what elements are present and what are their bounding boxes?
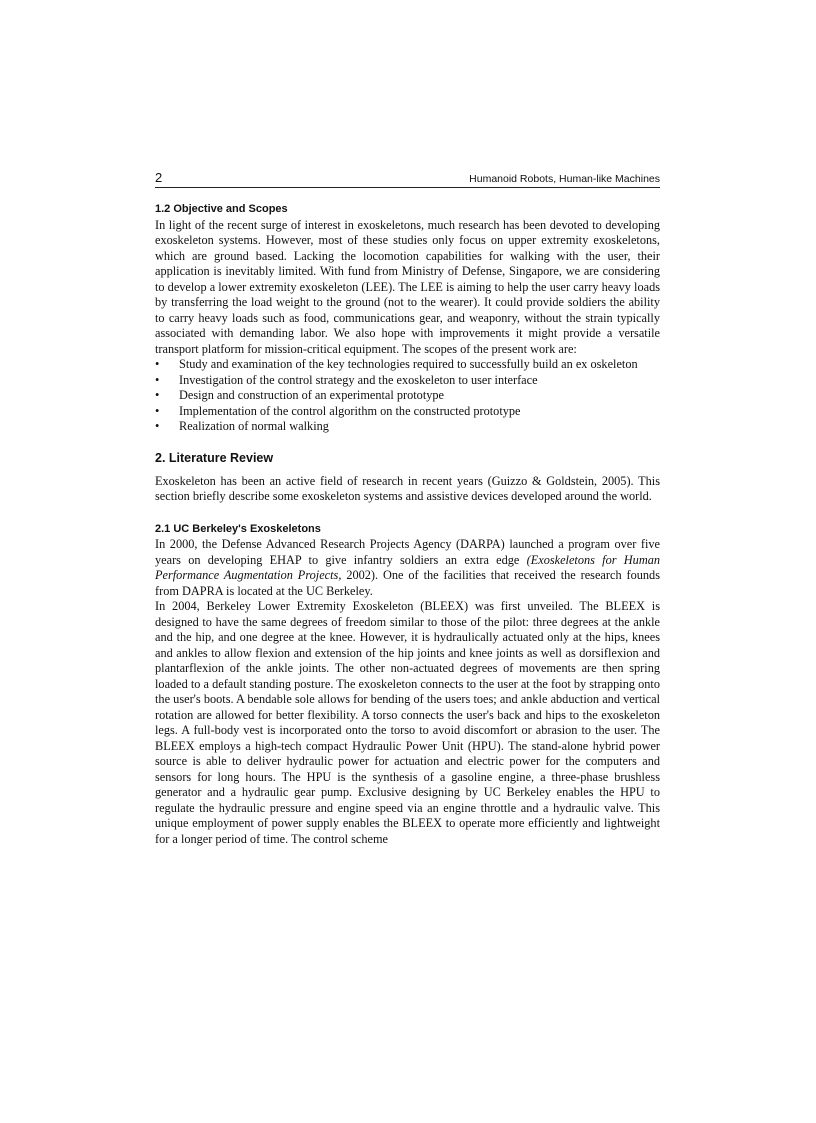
- running-title: Humanoid Robots, Human-like Machines: [469, 173, 660, 185]
- page-number: 2: [155, 170, 163, 185]
- project-title-italic: (Exoskeletons for Human Performance Augmentation Projects,: [155, 552, 660, 582]
- section-heading-literature-review: 2. Literature Review: [155, 450, 274, 465]
- bleex-paragraph: In 2004, Berkeley Lower Extremity Exoskeleton (BLEEX) was first unveiled. The BLEEX is designed to have the same degrees of freedom similar to those of the pilot: three degrees at the ankle and the hip, and one degree at the knee. However, it is hydraulically actuated only at the hips, knees and ankles to allow flexion and extension of the hip joints and knee joints as well as dorsiflexion and plantarflexion of the ankle joints. The other non-actuated degrees of movements are then spring loaded to a default standing posture. The exoskeleton connects to the user at the foot by strapping onto the user's boots. A bendable sole allows for bending of the users toes; and ankle abduction and vertical rotation are allowed for better flexibility. A torso connects the user's back and hips to the exoskeleton legs. A full-body vest is incorporated onto the torso to avoid discomfort or abrasion to the user. The BLEEX employs a high-tech compact Hydraulic Power Unit (HPU). The stand-alone hybrid power source is able to deliver hydraulic power for actuation and electric power for the computers and sensors for long hours. The HPU is the synthesis of a gasoline engine, a three-phase brushless generator and a hydraulic gear pump. Exclusive designing by UC Berkeley enables the HPU to regulate the hydraulic pressure and engine speed via an engine throttle and a hydraulic valve. This unique employment of power supply enables the BLEEX to operate more efficiently and lightweight for a longer period of time. The control scheme: [155, 599, 660, 846]
- bullet-icon: •: [155, 357, 160, 371]
- objective-paragraph: In light of the recent surge of interest in exoskeletons, much research has been devoted to developing exoskeleton systems. However, most of these studies only focus on upper extremity exoskeletons, which are ground based. Lacking the locomotion capabilities for walking with the user, their application is inevitably limited. With fund from Ministry of Defense, Singapore, we are considering to develop a lower extremity exoskeleton (LEE). The LEE is aiming to help the user carry heavy loads by transferring the load weight to the ground (not to the wearer). It could provide soldiers the ability to carry heavy loads such as food, communications gear, and weaponry, without the strain typically associated with demanding labor. We also hope with improvements it might provide a versatile transport platform for mission-critical equipment. The scopes of the present work are:: [155, 217, 660, 356]
- list-item: • Investigation of the control strategy and the exoskeleton to user interface: [155, 372, 538, 387]
- darpa-paragraph: In 2000, the Defense Advanced Research Projects Agency (DARPA) launched a program over five years on developing EHAP to give infantry soldiers an extra edge (Exoskeletons for Human Performance Augmentation Projects, 2002). One of the facilities that received the research founds from DAPRA is located at the UC Berkeley.: [155, 537, 660, 598]
- bullet-icon: •: [155, 372, 160, 387]
- list-item: • Study and examination of the key technologies required to successfully build an ex oskeleton: [155, 357, 638, 371]
- literature-review-paragraph: Exoskeleton has been an active field of research in recent years (Guizzo & Goldstein, 2005). This section briefly describe some exoskeleton systems and assistive devices developed around the world.: [155, 473, 660, 503]
- book-page: [155, 170, 660, 847]
- list-item: • Implementation of the control algorithm on the constructed prototype: [155, 403, 521, 418]
- running-header: [155, 170, 660, 188]
- bullet-icon: •: [155, 419, 160, 433]
- scopes-list: [155, 357, 660, 435]
- list-item: • Design and construction of an experimental prototype: [155, 388, 444, 402]
- bullet-icon: •: [155, 403, 160, 418]
- list-item: • Realization of normal walking: [155, 419, 329, 433]
- bullet-icon: •: [155, 388, 160, 402]
- section-heading-objective: 1.2 Objective and Scopes: [155, 203, 288, 215]
- section-heading-uc-berkeley: 2.1 UC Berkeley's Exoskeletons: [155, 522, 321, 535]
